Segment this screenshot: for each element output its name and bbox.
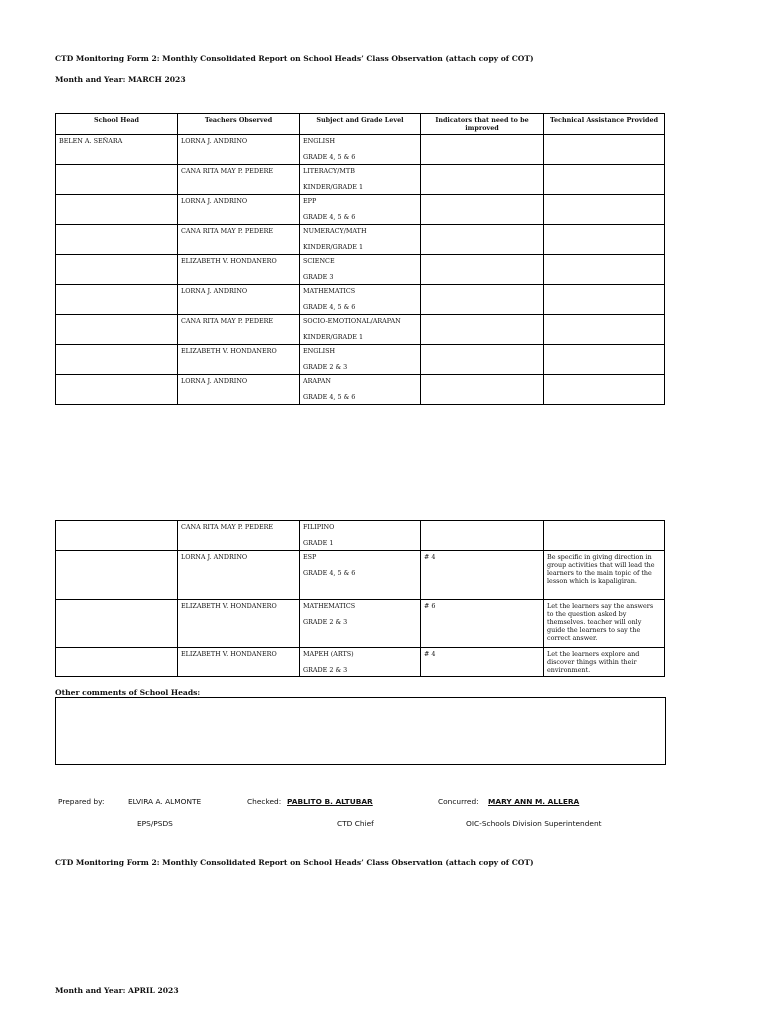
cell-teacher: LORNA J. ANDRINO xyxy=(178,135,300,165)
cell-subject-grade: MATHEMATICS GRADE 4, 5 & 6 xyxy=(300,285,421,315)
table-row xyxy=(56,315,665,345)
cell-teacher: CANA RITA MAY P. PEDERE xyxy=(178,315,300,345)
cell-school-head xyxy=(56,225,178,255)
header-indicators: Indicators that need to be improved xyxy=(421,114,544,135)
cell-indicators xyxy=(421,225,544,255)
cell-teacher: LORNA J. ANDRINO xyxy=(178,285,300,315)
header-school-head: School Head xyxy=(56,114,178,135)
table-row xyxy=(56,135,665,165)
cell-subject-grade: ARAPAN GRADE 4, 5 & 6 xyxy=(300,375,421,405)
cell-technical-assistance: Be specific in giving direction in group activities that will lead the learners to the main topic of the lesson which is kapaligiran. xyxy=(544,551,665,600)
table-row xyxy=(56,165,665,195)
cell-technical-assistance xyxy=(544,521,665,551)
concurred-by-label: Concurred: xyxy=(438,797,479,806)
cell-school-head xyxy=(56,195,178,225)
comments-text xyxy=(56,698,665,704)
table-row xyxy=(56,551,665,600)
cell-indicators xyxy=(421,165,544,195)
cell-teacher: ELIZABETH V. HONDANERO xyxy=(178,600,300,648)
cell-technical-assistance xyxy=(544,135,665,165)
cell-indicators xyxy=(421,521,544,551)
cell-indicators xyxy=(421,195,544,225)
cell-indicators xyxy=(421,375,544,405)
cell-school-head xyxy=(56,600,178,648)
cell-subject-grade: NUMERACY/MATH KINDER/GRADE 1 xyxy=(300,225,421,255)
cell-school-head xyxy=(56,285,178,315)
cell-school-head xyxy=(56,345,178,375)
cell-indicators: # 4 xyxy=(421,648,544,677)
cell-school-head xyxy=(56,315,178,345)
cell-technical-assistance xyxy=(544,375,665,405)
cell-school-head xyxy=(56,255,178,285)
cell-indicators: # 6 xyxy=(421,600,544,648)
cell-technical-assistance xyxy=(544,345,665,375)
prepared-by-name: ELVIRA A. ALMONTE xyxy=(128,797,202,806)
cell-teacher: CANA RITA MAY P. PEDERE xyxy=(178,165,300,195)
cell-indicators xyxy=(421,315,544,345)
comments-label: Other comments of School Heads: xyxy=(55,688,201,697)
observation-table-bottom xyxy=(55,520,665,677)
cell-technical-assistance: Let the learners say the answers to the question asked by themselves. teacher will only guide the learners to say the correct answer. xyxy=(544,600,665,648)
cell-subject-grade: MATHEMATICS GRADE 2 & 3 xyxy=(300,600,421,648)
month-year-april: Month and Year: APRIL 2023 xyxy=(55,986,179,995)
cell-subject-grade: ESP GRADE 4, 5 & 6 xyxy=(300,551,421,600)
cell-teacher: CANA RITA MAY P. PEDERE xyxy=(178,225,300,255)
cell-technical-assistance xyxy=(544,255,665,285)
checked-by-name: PABLITO B. ALTUBAR xyxy=(287,797,373,806)
cell-teacher: LORNA J. ANDRINO xyxy=(178,195,300,225)
cell-subject-grade: SOCIO-EMOTIONAL/ARAPAN KINDER/GRADE 1 xyxy=(300,315,421,345)
cell-technical-assistance xyxy=(544,285,665,315)
table-row xyxy=(56,225,665,255)
month-year-march: Month and Year: MARCH 2023 xyxy=(55,75,186,84)
concurred-by-title: OIC-Schools Division Superintendent xyxy=(466,819,602,828)
cell-school-head xyxy=(56,165,178,195)
table-row xyxy=(56,375,665,405)
table-row xyxy=(56,195,665,225)
cell-subject-grade: SCIENCE GRADE 3 xyxy=(300,255,421,285)
cell-subject-grade: EPP GRADE 4, 5 & 6 xyxy=(300,195,421,225)
prepared-by-title: EPS/PSDS xyxy=(137,819,173,828)
cell-subject-grade: MAPEH (ARTS) GRADE 2 & 3 xyxy=(300,648,421,677)
cell-school-head: BELEN A. SEÑARA xyxy=(56,135,178,165)
cell-indicators: # 4 xyxy=(421,551,544,600)
form-title-april: CTD Monitoring Form 2: Monthly Consolidated Report on School Heads’ Class Observation (attach copy of COT) xyxy=(55,858,534,867)
concurred-by-name: MARY ANN M. ALLERA xyxy=(488,797,580,806)
prepared-by-label: Prepared by: xyxy=(58,797,105,806)
table-row xyxy=(56,285,665,315)
cell-subject-grade: ENGLISH GRADE 4, 5 & 6 xyxy=(300,135,421,165)
form-title-march: CTD Monitoring Form 2: Monthly Consolidated Report on School Heads’ Class Observation (attach copy of COT) xyxy=(55,54,534,63)
cell-technical-assistance xyxy=(544,165,665,195)
header-teachers-observed: Teachers Observed xyxy=(178,114,300,135)
header-technical-assistance: Technical Assistance Provided xyxy=(544,114,665,135)
cell-teacher: LORNA J. ANDRINO xyxy=(178,551,300,600)
table-row xyxy=(56,521,665,551)
cell-technical-assistance xyxy=(544,315,665,345)
cell-subject-grade: LITERACY/MTB KINDER/GRADE 1 xyxy=(300,165,421,195)
cell-teacher: ELIZABETH V. HONDANERO xyxy=(178,648,300,677)
cell-school-head xyxy=(56,375,178,405)
cell-subject-grade: FILIPINO GRADE 1 xyxy=(300,521,421,551)
checked-by-title: CTD Chief xyxy=(337,819,374,828)
cell-teacher: ELIZABETH V. HONDANERO xyxy=(178,255,300,285)
cell-school-head xyxy=(56,648,178,677)
cell-technical-assistance xyxy=(544,195,665,225)
cell-indicators xyxy=(421,285,544,315)
cell-indicators xyxy=(421,255,544,285)
observation-table-top xyxy=(55,113,665,405)
cell-teacher: LORNA J. ANDRINO xyxy=(178,375,300,405)
header-subject-grade: Subject and Grade Level xyxy=(300,114,421,135)
cell-school-head xyxy=(56,551,178,600)
table-header-row xyxy=(56,114,665,135)
cell-indicators xyxy=(421,345,544,375)
table-row xyxy=(56,648,665,677)
cell-teacher: ELIZABETH V. HONDANERO xyxy=(178,345,300,375)
cell-indicators xyxy=(421,135,544,165)
table-row xyxy=(56,600,665,648)
table-row xyxy=(56,345,665,375)
cell-school-head xyxy=(56,521,178,551)
comments-box xyxy=(55,697,666,765)
cell-subject-grade: ENGLISH GRADE 2 & 3 xyxy=(300,345,421,375)
cell-technical-assistance: Let the learners explore and discover things within their environment. xyxy=(544,648,665,677)
checked-by-label: Checked: xyxy=(247,797,282,806)
table-row xyxy=(56,255,665,285)
cell-teacher: CANA RITA MAY P. PEDERE xyxy=(178,521,300,551)
cell-technical-assistance xyxy=(544,225,665,255)
